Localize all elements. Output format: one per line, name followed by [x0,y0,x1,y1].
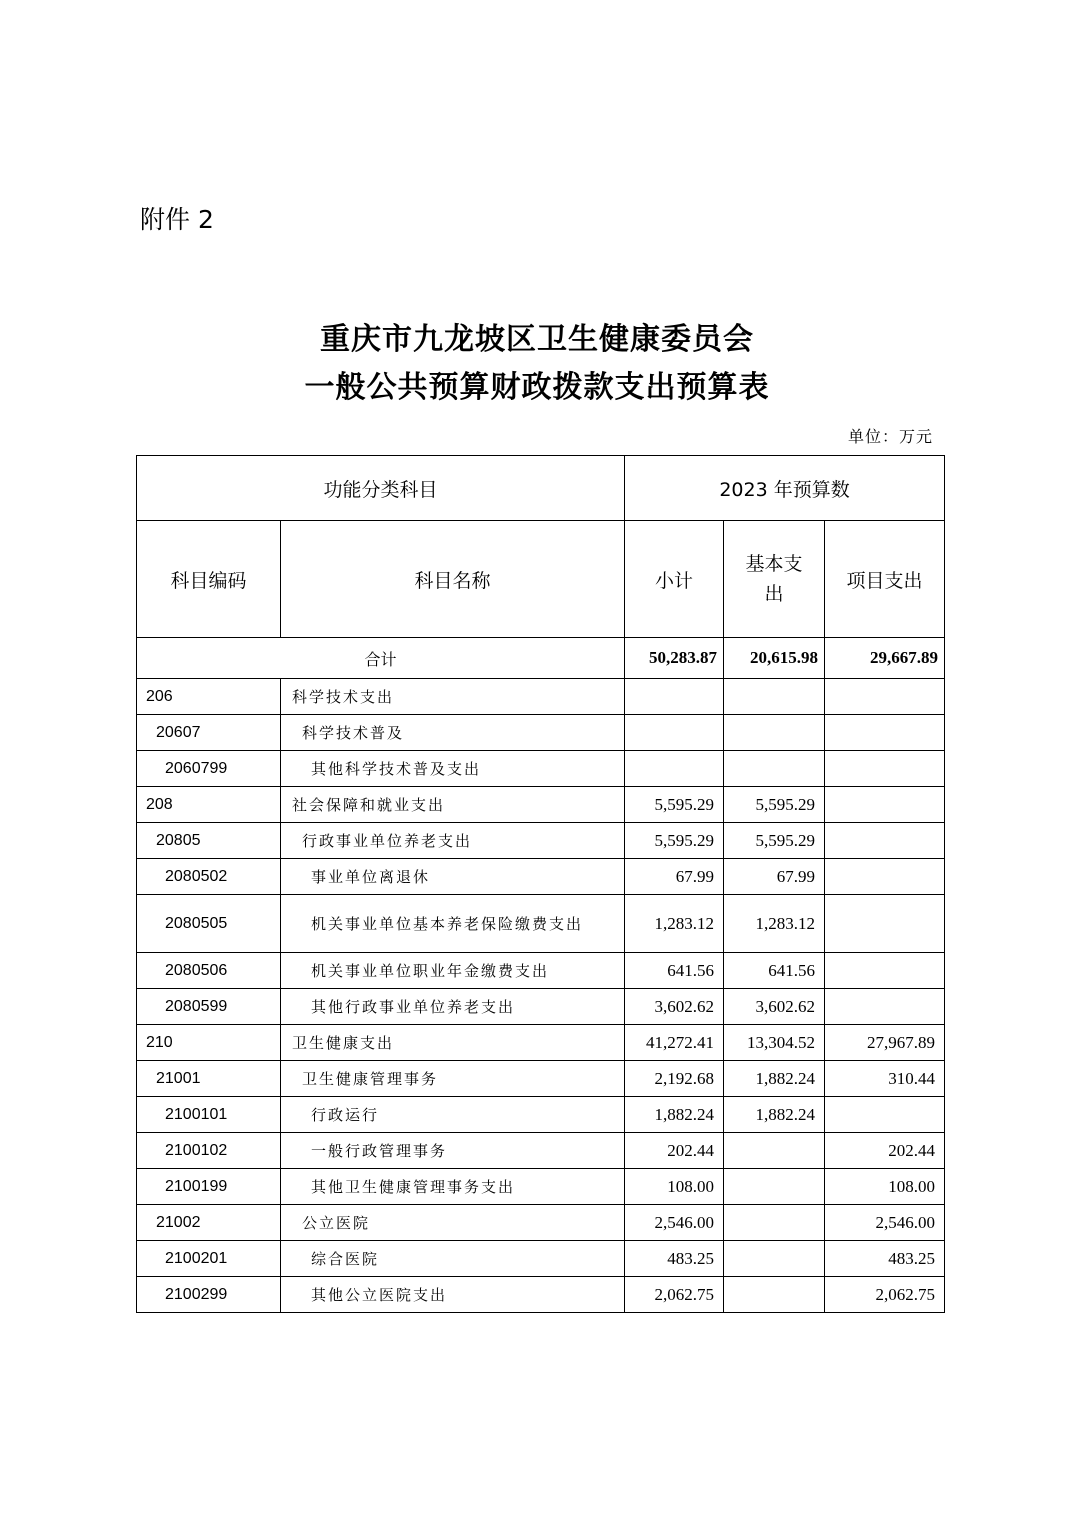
row-code: 2100199 [137,1169,281,1205]
table-row [137,859,945,895]
header-project: 项目支出 [825,521,945,638]
row-project [825,1097,945,1133]
row-subtotal: 5,595.29 [625,787,724,823]
row-subtotal: 67.99 [625,859,724,895]
row-project: 310.44 [825,1061,945,1097]
row-basic [724,1241,825,1277]
row-name: 其他科学技术普及支出 [281,751,625,787]
row-code: 20607 [137,715,281,751]
row-code: 21002 [137,1205,281,1241]
row-name: 综合医院 [281,1241,625,1277]
row-basic [724,1205,825,1241]
budget-table [136,455,945,1313]
row-code: 2100102 [137,1133,281,1169]
row-basic [724,679,825,715]
table-row [137,953,945,989]
row-subtotal: 2,192.68 [625,1061,724,1097]
row-basic: 1,283.12 [724,895,825,953]
row-name: 卫生健康管理事务 [281,1061,625,1097]
unit-label: 单位：万元 [847,427,933,446]
total-basic: 20,615.98 [724,638,825,679]
row-project: 2,062.75 [825,1277,945,1313]
table-row [137,1205,945,1241]
row-name: 其他卫生健康管理事务支出 [281,1169,625,1205]
header-budget-year: 2023 年预算数 [625,456,945,521]
table-row [137,1133,945,1169]
row-basic [724,715,825,751]
row-code: 206 [137,679,281,715]
row-project: 2,546.00 [825,1205,945,1241]
row-name: 科学技术普及 [281,715,625,751]
row-code: 2080599 [137,989,281,1025]
row-subtotal: 2,546.00 [625,1205,724,1241]
header-basic: 基本支 出 [724,521,825,638]
row-subtotal: 641.56 [625,953,724,989]
row-basic: 1,882.24 [724,1097,825,1133]
row-subtotal: 108.00 [625,1169,724,1205]
row-basic: 13,304.52 [724,1025,825,1061]
row-project: 202.44 [825,1133,945,1169]
row-subtotal: 41,272.41 [625,1025,724,1061]
row-subtotal [625,715,724,751]
row-name: 社会保障和就业支出 [281,787,625,823]
total-label: 合计 [137,638,625,679]
row-name: 其他行政事业单位养老支出 [281,989,625,1025]
row-subtotal: 202.44 [625,1133,724,1169]
row-basic: 3,602.62 [724,989,825,1025]
row-name: 其他公立医院支出 [281,1277,625,1313]
row-subtotal [625,751,724,787]
header-name: 科目名称 [281,521,625,638]
row-name: 机关事业单位基本养老保险缴费支出 [281,895,625,953]
attachment-label: 附件 2 [140,205,214,234]
header-subtotal: 小计 [625,521,724,638]
row-project [825,715,945,751]
header-code: 科目编码 [137,521,281,638]
row-basic [724,751,825,787]
row-name: 行政运行 [281,1097,625,1133]
header-column-row [137,521,945,638]
row-basic [724,1277,825,1313]
row-name: 卫生健康支出 [281,1025,625,1061]
row-name: 机关事业单位职业年金缴费支出 [281,953,625,989]
row-basic: 5,595.29 [724,823,825,859]
row-subtotal: 1,283.12 [625,895,724,953]
row-code: 2060799 [137,751,281,787]
document-title-line1: 重庆市九龙坡区卫生健康委员会 [320,322,754,357]
row-subtotal [625,679,724,715]
row-code: 2080506 [137,953,281,989]
row-subtotal: 5,595.29 [625,823,724,859]
row-project [825,989,945,1025]
row-code: 21001 [137,1061,281,1097]
table-row [137,1097,945,1133]
row-name: 行政事业单位养老支出 [281,823,625,859]
row-project [825,953,945,989]
row-name: 公立医院 [281,1205,625,1241]
row-project [825,787,945,823]
row-subtotal: 483.25 [625,1241,724,1277]
table-row [137,679,945,715]
row-basic [724,1169,825,1205]
row-project [825,895,945,953]
table-row [137,823,945,859]
row-name: 科学技术支出 [281,679,625,715]
row-name: 事业单位离退休 [281,859,625,895]
row-basic: 5,595.29 [724,787,825,823]
row-subtotal: 1,882.24 [625,1097,724,1133]
table-row [137,1277,945,1313]
table-row [137,751,945,787]
row-project: 483.25 [825,1241,945,1277]
row-subtotal: 3,602.62 [625,989,724,1025]
row-project [825,679,945,715]
row-basic: 641.56 [724,953,825,989]
row-code: 2100299 [137,1277,281,1313]
row-project [825,859,945,895]
row-code: 2080505 [137,895,281,953]
table-row [137,1169,945,1205]
table-row [137,989,945,1025]
row-subtotal: 2,062.75 [625,1277,724,1313]
row-code: 208 [137,787,281,823]
row-code: 210 [137,1025,281,1061]
row-project [825,751,945,787]
document-title-line2: 一般公共预算财政拨款支出预算表 [304,370,770,405]
table-row [137,895,945,953]
row-basic: 67.99 [724,859,825,895]
row-project [825,823,945,859]
table-row [137,1241,945,1277]
table-row [137,715,945,751]
header-function-category: 功能分类科目 [137,456,625,521]
row-code: 2100201 [137,1241,281,1277]
total-project: 29,667.89 [825,638,945,679]
table-row [137,787,945,823]
row-name: 一般行政管理事务 [281,1133,625,1169]
row-code: 2100101 [137,1097,281,1133]
row-project: 27,967.89 [825,1025,945,1061]
table-row [137,1061,945,1097]
row-basic: 1,882.24 [724,1061,825,1097]
total-row [137,638,945,679]
row-basic [724,1133,825,1169]
row-code: 2080502 [137,859,281,895]
row-project: 108.00 [825,1169,945,1205]
row-code: 20805 [137,823,281,859]
total-subtotal: 50,283.87 [625,638,724,679]
table-row [137,1025,945,1061]
header-group-row [137,456,945,521]
